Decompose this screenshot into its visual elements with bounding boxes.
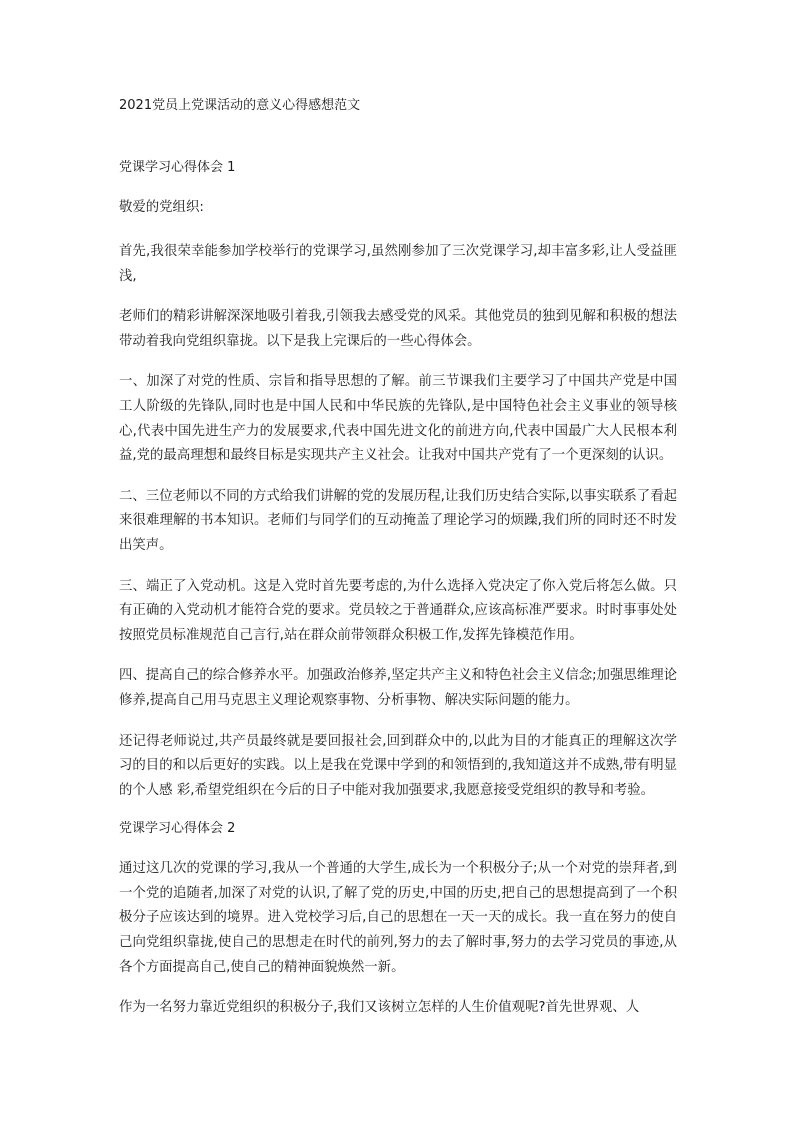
paragraph: 二、三位老师以不同的方式给我们讲解的党的发展历程,让我们历史结合实际,以事实联系了看起来很难理解的书本知识。老师们与同学们的互动掩盖了理论学习的烦躁,我们所的同时还不时发出笑声。	[119, 488, 677, 553]
paragraph: 一、加深了对党的性质、宗旨和指导思想的了解。前三节课我们主要学习了中国共产党是中国工人阶级的先锋队,同时也是中国人民和中华民族的先锋队,是中国特色社会主义事业的领导核心,代表中国先进生产力的发展要求,代表中国先进文化的前进方向,代表中国最广大人民根本利益,党的最高理想和最终目标是实现共产主义社会。让我对中国共产党有了一个更深刻的认识。	[119, 374, 677, 464]
paragraph: 首先,我很荣幸能参加学校举行的党课学习,虽然刚参加了三次党课学习,却丰富多彩,让人受益匪浅,	[119, 244, 677, 284]
document-title: 2021党员上党课活动的意义心得感想范文	[119, 98, 361, 113]
paragraph: 三、端正了入党动机。这是入党时首先要考虑的,为什么选择入党决定了你入党后将怎么做。只有正确的入党动机才能符合党的要求。党员较之于普通群众,应该高标准严要求。时时事事处处按照党员标准规范自己言行,站在群众前带领群众积极工作,发挥先锋模范作用。	[119, 578, 677, 643]
section-heading-1: 党课学习心得体会 1	[119, 160, 236, 175]
paragraph: 四、提高自己的综合修养水平。加强政治修养,坚定共产主义和特色社会主义信念;加强思维理论修养,提高自己用马克思主义理论观察事物、分析事物、解决实际问题的能力。	[119, 668, 677, 708]
paragraph: 还记得老师说过,共产员最终就是要回报社会,回到群众中的,以此为目的才能真正的理解这次学习的目的和以后更好的实践。以上是我在党课中学到的和领悟到的,我知道这并不成熟,带有明显的个人感 彩,希望党组织在今后的日子中能对我加强要求,我愿意接受党组织的教导和考验。	[119, 733, 677, 798]
paragraph: 老师们的精彩讲解深深地吸引着我,引领我去感受党的风采。其他党员的独到见解和积极的想法带动着我向党组织靠拢。以下是我上完课后的一些心得体会。	[119, 309, 677, 349]
salutation: 敬爱的党组织:	[119, 200, 204, 215]
paragraph: 作为一名努力靠近党组织的积极分子,我们又该树立怎样的人生价值观呢?首先世界观、人	[119, 1000, 640, 1016]
paragraph: 通过这几次的党课的学习,我从一个普通的大学生,成长为一个积极分子;从一个对党的崇拜者,到一个党的追随者,加深了对党的认识,了解了党的历史,中国的历史,把自己的思想提高到了一个积极分子应该达到的境界。进入党校学习后,自己的思想在一天一天的成长。我一直在努力的使自己向党组织靠拢,使自己的思想走在时代的前列,努力的去了解时事,努力的去学习党员的事迹,从各个方面提高自己,使自己的精神面貌焕然一新。	[119, 861, 677, 975]
document-page	[119, 96, 677, 1037]
section-heading-2: 党课学习心得体会 2	[119, 821, 236, 837]
